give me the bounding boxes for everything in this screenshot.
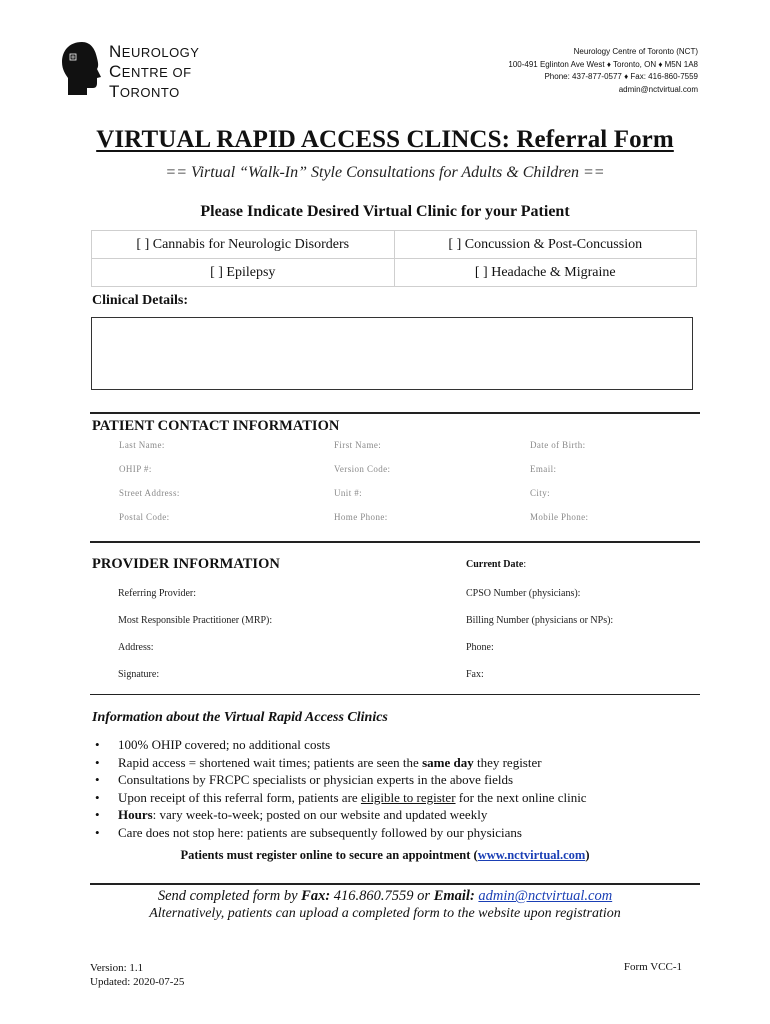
clinic-option-epilepsy[interactable]: [ ] Epilepsy (92, 259, 395, 287)
referring-provider-field[interactable]: Referring Provider: (118, 588, 197, 599)
patient-last-name[interactable]: Last Name: (119, 440, 165, 450)
billing-number-field[interactable]: Billing Number (physicians or NPs): (466, 615, 614, 626)
form-id: Form VCC-1 (623, 961, 682, 973)
list-item (93, 771, 587, 789)
patient-city[interactable]: City: (530, 488, 551, 498)
page-title: VIRTUAL RAPID ACCESS CLINCS: Referral Form (96, 126, 674, 153)
section-divider (90, 694, 700, 695)
list-item (93, 806, 587, 824)
logo-line-3: TORONTO (109, 82, 180, 101)
section-divider (90, 541, 700, 543)
patient-first-name[interactable]: First Name: (334, 440, 382, 450)
clinical-details-label: Clinical Details: (92, 293, 189, 308)
current-date-label: Current Date (466, 559, 524, 570)
list-item (93, 736, 587, 754)
logo-line-1: NEUROLOGY (109, 42, 200, 61)
patient-section-title: PATIENT CONTACT INFORMATION (92, 418, 340, 434)
clinic-options-table (91, 230, 697, 287)
info-text: Care does not stop here: patients are subsequently followed by our physicians (118, 824, 522, 840)
fax-number: 416.860.7559 or (330, 888, 434, 904)
current-date-field[interactable] (466, 559, 526, 570)
patient-version-code[interactable]: Version Code: (334, 464, 391, 474)
head-profile-icon (60, 40, 104, 96)
info-text: : vary week-to-week; posted on our website and updated weekly (152, 807, 488, 822)
contact-block (508, 46, 698, 96)
clinic-selection-heading: Please Indicate Desired Virtual Clinic for your Patient (200, 203, 570, 220)
nct-logo (60, 40, 250, 101)
clinic-option-cannabis[interactable]: [ ] Cannabis for Neurologic Disorders (92, 231, 395, 259)
signature-field[interactable]: Signature: (118, 669, 160, 680)
provider-fax-field[interactable]: Fax: (466, 669, 484, 680)
patient-ohip[interactable]: OHIP #: (119, 464, 152, 474)
logo-wordmark (109, 42, 199, 102)
contact-address: 100-491 Eglinton Ave West ♦ Toronto, ON ♦ M5N 1A8 (508, 59, 698, 69)
upload-instructions: Alternatively, patients can upload a completed form to the website upon registration (149, 906, 621, 921)
provider-address-field[interactable]: Address: (118, 642, 154, 653)
section-divider (90, 412, 700, 414)
contact-phone: Phone: 437-877-0577 ♦ Fax: 416-860-7559 (544, 72, 698, 82)
page-subtitle: == Virtual “Walk-In” Style Consultations for Adults & Children == (165, 164, 605, 181)
register-close: ) (585, 848, 590, 862)
register-notice (0, 848, 770, 863)
website-link[interactable]: www.nctvirtual.com (477, 848, 586, 862)
patient-street-address[interactable]: Street Address: (119, 488, 180, 498)
patient-unit[interactable]: Unit #: (334, 488, 363, 498)
list-item (93, 754, 587, 772)
info-text: Upon receipt of this referral form, patients are (118, 789, 361, 805)
version-info (90, 961, 184, 989)
info-text: Consultations by FRCPC specialists or physician experts in the above fields (118, 772, 514, 787)
send-text: Send completed form by (157, 888, 302, 904)
patient-postal-code[interactable]: Postal Code: (119, 512, 170, 522)
list-item (93, 789, 587, 807)
patient-home-phone[interactable]: Home Phone: (334, 512, 388, 522)
register-text: Patients must register online to secure an appointment ( (180, 848, 478, 862)
patient-dob[interactable]: Date of Birth: (530, 440, 586, 450)
section-divider (90, 883, 700, 885)
current-date-colon: : (523, 559, 527, 570)
send-instructions (0, 888, 770, 905)
version-number: Version: 1.1 (90, 962, 144, 974)
clinical-details-field[interactable] (91, 317, 693, 390)
info-bullet-list (93, 736, 587, 841)
updated-date: Updated: 2020-07-25 (90, 976, 185, 988)
contact-org: Neurology Centre of Toronto (NCT) (573, 47, 698, 56)
info-text: 100% OHIP covered; no additional costs (118, 737, 331, 752)
cpso-number-field[interactable]: CPSO Number (physicians): (466, 588, 581, 599)
mrp-field[interactable]: Most Responsible Practitioner (MRP): (118, 615, 273, 626)
patient-email[interactable]: Email: (530, 464, 557, 474)
provider-phone-field[interactable]: Phone: (466, 642, 494, 653)
fax-label: Fax: (301, 888, 331, 904)
contact-email[interactable]: admin@nctvirtual.com (618, 84, 698, 94)
info-text: they register (473, 754, 542, 770)
info-underline: eligible to register (360, 789, 456, 805)
patient-mobile-phone[interactable]: Mobile Phone: (530, 512, 589, 522)
list-item (93, 824, 587, 842)
email-label: Email: (433, 888, 475, 904)
info-emphasis: same day (422, 754, 474, 770)
clinic-option-concussion[interactable]: [ ] Concussion & Post-Concussion (394, 231, 697, 259)
info-section-title: Information about the Virtual Rapid Access Clinics (92, 710, 388, 725)
info-emphasis: Hours (118, 807, 153, 822)
logo-line-2: CENTRE OF (109, 62, 192, 81)
provider-section-title: PROVIDER INFORMATION (92, 556, 280, 572)
email-link[interactable]: admin@nctvirtual.com (478, 888, 613, 904)
info-text: Rapid access = shortened wait times; patients are seen the (118, 754, 423, 770)
clinic-option-headache[interactable]: [ ] Headache & Migraine (394, 259, 697, 287)
info-text: for the next online clinic (455, 789, 587, 805)
